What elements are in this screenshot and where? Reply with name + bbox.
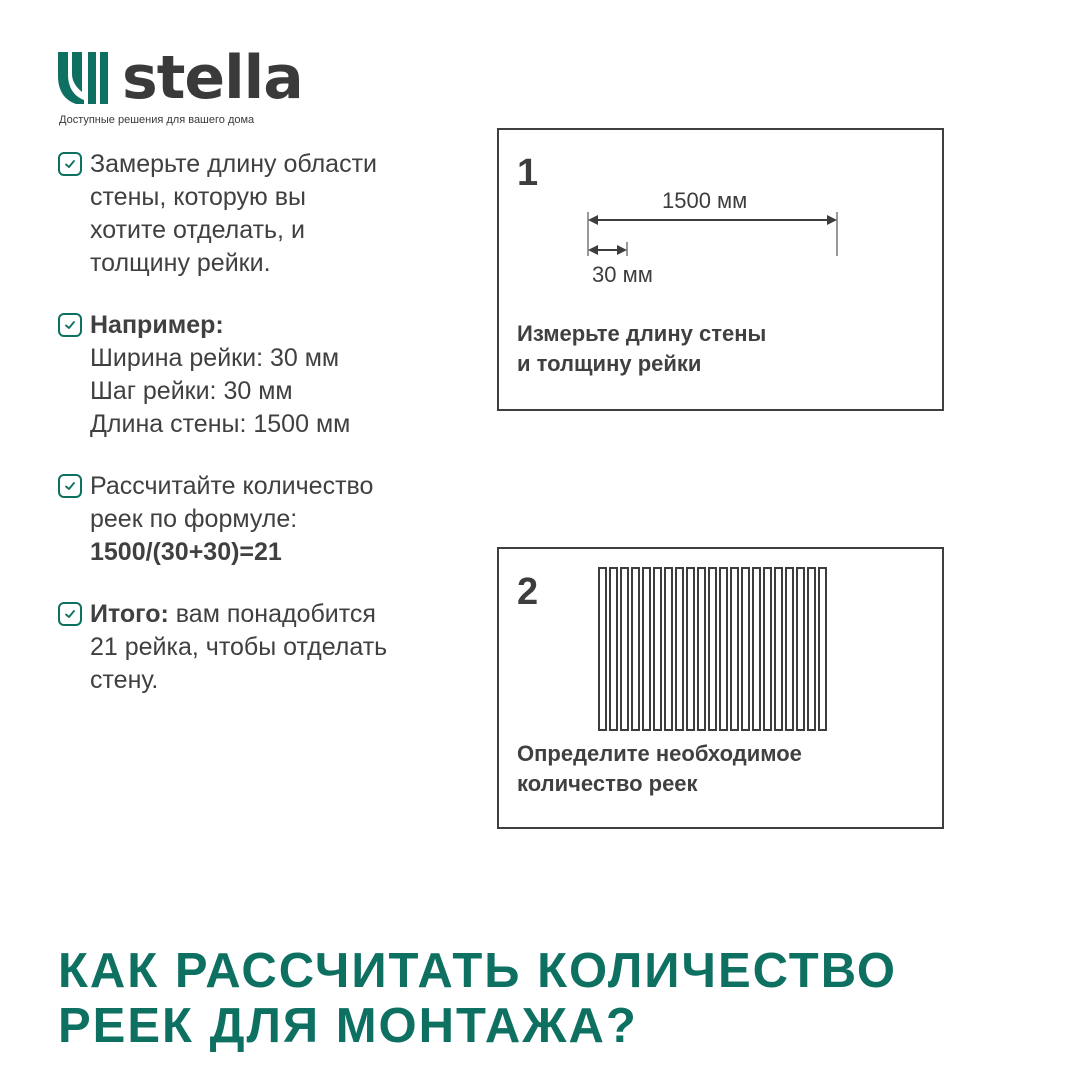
check-icon xyxy=(58,474,82,498)
dimension-long-label: 1500 мм xyxy=(662,188,748,213)
slat xyxy=(631,567,640,731)
slat xyxy=(719,567,728,731)
slat xyxy=(807,567,816,731)
slat xyxy=(796,567,805,731)
step-calculate xyxy=(58,470,458,569)
steps-list xyxy=(58,148,458,697)
card-caption xyxy=(517,319,766,379)
card-count xyxy=(497,547,944,829)
title-line: КАК РАССЧИТАТЬ КОЛИЧЕСТВО xyxy=(58,944,898,998)
formula: 1500/(30+30)=21 xyxy=(90,538,282,566)
step-text-line: Замерьте длину области xyxy=(90,150,377,178)
card-measure xyxy=(497,128,944,411)
slat xyxy=(752,567,761,731)
slat xyxy=(675,567,684,731)
card-number: 1 xyxy=(517,152,539,194)
step-example xyxy=(58,309,458,441)
step-text-line: стены, которую вы xyxy=(90,183,306,211)
slat xyxy=(708,567,717,731)
dimension-short-label: 30 мм xyxy=(592,262,653,287)
caption-line: Определите необходимое xyxy=(517,741,802,766)
check-icon xyxy=(58,152,82,176)
check-icon xyxy=(58,602,82,626)
step-text-line: толщину рейки. xyxy=(90,249,271,277)
slat xyxy=(741,567,750,731)
step-measure xyxy=(58,148,458,280)
step-text-line: 21 рейка, чтобы отделать xyxy=(90,633,388,661)
caption-line: и толщину рейки xyxy=(517,351,702,376)
slat xyxy=(730,567,739,731)
stella-logo-mark-icon xyxy=(58,52,110,104)
slat xyxy=(686,567,695,731)
slats-diagram xyxy=(598,567,827,731)
step-heading: Итого: xyxy=(90,600,169,628)
slat xyxy=(763,567,772,731)
page-title xyxy=(58,944,897,1054)
slat xyxy=(697,567,706,731)
slat xyxy=(620,567,629,731)
slat xyxy=(785,567,794,731)
slat xyxy=(664,567,673,731)
caption-line: Измерьте длину стены xyxy=(517,321,767,346)
slat xyxy=(653,567,662,731)
step-text-line: стену. xyxy=(90,666,159,694)
slat xyxy=(598,567,607,731)
step-text-line: Длина стены: 1500 мм xyxy=(90,410,351,438)
slat xyxy=(609,567,618,731)
step-heading: Например: xyxy=(90,311,224,339)
step-total xyxy=(58,598,458,697)
step-text-line: Шаг рейки: 30 мм xyxy=(90,377,293,405)
brand-name: stella xyxy=(122,43,303,113)
step-text-line: хотите отделать, и xyxy=(90,216,305,244)
caption-line: количество реек xyxy=(517,771,698,796)
step-text-line: Ширина рейки: 30 мм xyxy=(90,344,340,372)
check-icon xyxy=(58,313,82,337)
step-text-line: Рассчитайте количество xyxy=(90,472,374,500)
slat xyxy=(774,567,783,731)
step-text-line: вам понадобится xyxy=(168,600,376,628)
card-caption xyxy=(517,739,802,799)
card-number: 2 xyxy=(517,571,539,613)
step-text-line: реек по формуле: xyxy=(90,505,298,533)
brand-tagline: Доступные решения для вашего дома xyxy=(59,114,255,126)
brand-logo xyxy=(58,43,303,126)
slat xyxy=(642,567,651,731)
title-line: РЕЕК ДЛЯ МОНТАЖА? xyxy=(58,999,638,1053)
slat xyxy=(818,567,827,731)
